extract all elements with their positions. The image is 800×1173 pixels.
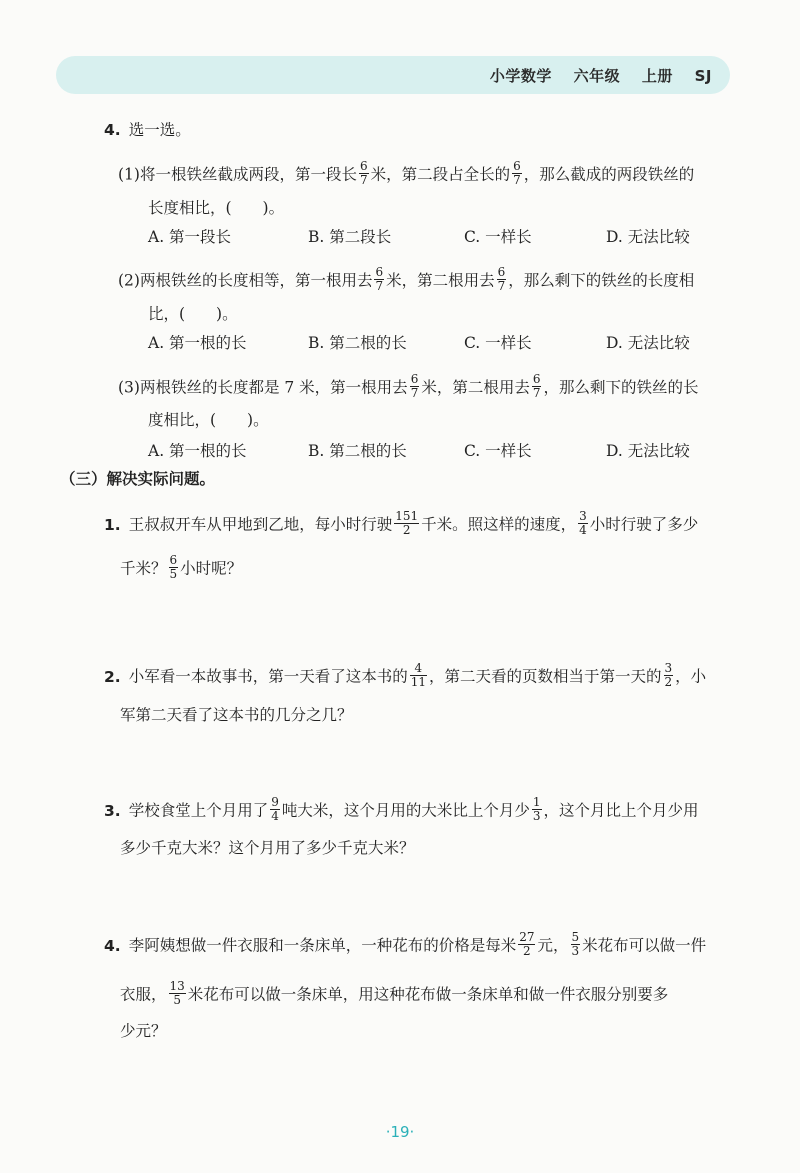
fraction: $\frac{13}{5}$ — [169, 979, 185, 1007]
q1-option-b[interactable]: B. 第二段长 — [308, 228, 392, 246]
page-number: ·19· — [385, 1123, 415, 1141]
fraction: $\frac{9}{4}$ — [271, 795, 279, 823]
q1-options — [148, 227, 748, 247]
fraction: $\frac{3}{2}$ — [664, 661, 673, 689]
p1-line1: 1. 王叔叔开车从甲地到乙地，每小时行驶 $\frac{151}{2}$ 千米。照这样的速度， $\frac{3}{4}$ 小时行驶了多少 — [104, 509, 699, 537]
p2-line1: 2. 小军看一本故事书，第一天看了这本书的 $\frac{4}{11}$ ，第二天看的页数相当于第一天的 $\frac{3}{2}$ ，小 — [104, 661, 707, 689]
header-subject: 小学数学 — [489, 67, 552, 85]
section4-title: 4. 选一选。 — [104, 121, 191, 139]
fraction: $\frac{6}{7}$ — [359, 159, 368, 187]
fraction: $\frac{1}{3}$ — [532, 795, 541, 823]
fraction: $\frac{6}{5}$ — [169, 553, 178, 581]
q2-line2: 比，( )。 — [148, 305, 238, 323]
part3-heading: （三）解决实际问题。 — [60, 470, 216, 488]
q1-option-d[interactable]: D. 无法比较 — [606, 228, 690, 246]
p4-line1: 4. 李阿姨想做一件衣服和一条床单，一种花布的价格是每米 $\frac{27}{2}$ 元， $\frac{5}{3}$ 米花布可以做一件 — [104, 930, 707, 958]
q1-line1: (1)将一根铁丝截成两段，第一段长 $\frac{6}{7}$ 米，第二段占全长的 $\frac{6}{7}$ ，那么截成的两段铁丝的 — [118, 159, 695, 187]
p2-line2: 军第二天看了这本书的几分之几？ — [120, 706, 353, 724]
p3-line2: 多少千克大米？这个月用了多少千克大米？ — [120, 839, 415, 857]
p4-line3: 少元？ — [120, 1022, 167, 1040]
q3-option-d[interactable]: D. 无法比较 — [606, 442, 690, 460]
q1-option-a[interactable]: A. 第一段长 — [148, 228, 232, 246]
p3-line1: 3. 学校食堂上个月用了 $\frac{9}{4}$ 吨大米，这个月用的大米比上个月少 $\frac{1}{3}$ ，这个月比上个月少用 — [104, 795, 699, 823]
p1-line2: 千米？ $\frac{6}{5}$ 小时呢？ — [120, 553, 243, 581]
header-text — [490, 65, 712, 86]
q3-option-c[interactable]: C. 一样长 — [464, 442, 532, 460]
q2-line1: (2)两根铁丝的长度相等，第一根用去 $\frac{6}{7}$ 米，第二根用去 $\frac{6}{7}$ ，那么剩下的铁丝的长度相 — [118, 265, 695, 293]
q2-option-c[interactable]: C. 一样长 — [464, 334, 532, 352]
fraction: $\frac{6}{7}$ — [410, 372, 419, 400]
fraction: $\frac{27}{2}$ — [519, 930, 535, 958]
p4-line2: 衣服， $\frac{13}{5}$ 米花布可以做一条床单，用这种花布做一条床单和做一件衣服分别要多 — [120, 979, 669, 1007]
q3-options — [148, 441, 748, 461]
fraction: $\frac{5}{3}$ — [571, 930, 580, 958]
q3-option-a[interactable]: A. 第一根的长 — [148, 442, 247, 460]
fraction: $\frac{151}{2}$ — [395, 509, 419, 537]
q3-line2: 度相比，( )。 — [148, 411, 269, 429]
fraction: $\frac{4}{11}$ — [410, 661, 426, 689]
q3-option-b[interactable]: B. 第二根的长 — [308, 442, 407, 460]
fraction: $\frac{6}{7}$ — [532, 372, 541, 400]
q2-option-b[interactable]: B. 第二根的长 — [308, 334, 407, 352]
fraction: $\frac{6}{7}$ — [497, 265, 506, 293]
fraction: $\frac{6}{7}$ — [513, 159, 521, 187]
q2-options — [148, 333, 748, 353]
header-banner — [56, 56, 730, 94]
header-edition: SJ — [694, 67, 712, 85]
header-grade: 六年级 — [573, 67, 621, 85]
q3-line1: (3)两根铁丝的长度都是 7 米，第一根用去 $\frac{6}{7}$ 米，第二根用去 $\frac{6}{7}$ ，那么剩下的铁丝的长 — [118, 372, 699, 400]
header-volume: 上册 — [641, 67, 673, 85]
fraction: $\frac{3}{4}$ — [579, 509, 587, 537]
q1-line2: 长度相比，( )。 — [148, 199, 285, 217]
q2-option-a[interactable]: A. 第一根的长 — [148, 334, 247, 352]
q1-option-c[interactable]: C. 一样长 — [464, 228, 532, 246]
section4-number: 4. — [104, 121, 121, 139]
q2-option-d[interactable]: D. 无法比较 — [606, 334, 690, 352]
fraction: $\frac{6}{7}$ — [375, 265, 384, 293]
